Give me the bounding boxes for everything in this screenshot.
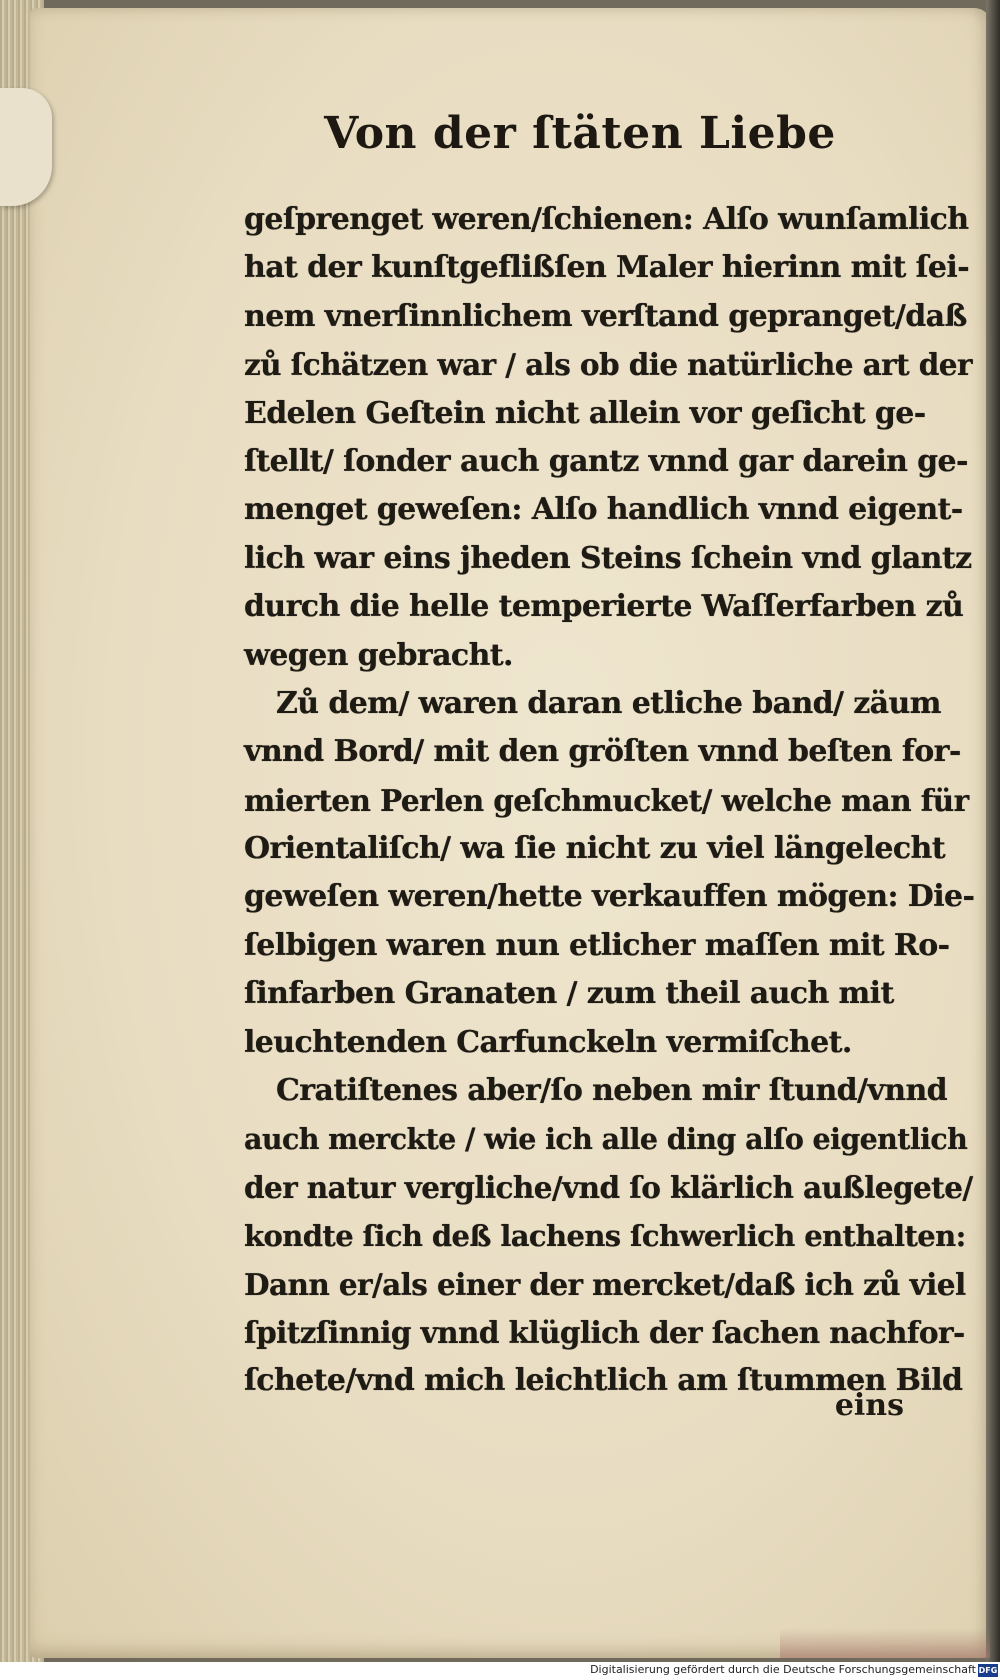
text-line: Zů dem/ waren daran etliche band/ zäum — [276, 685, 941, 721]
text-line: kondte ſich deß lachens ſchwerlich enthalten: — [244, 1219, 966, 1254]
text-line: der natur vergliche/vnd ſo klärlich außlegete/ — [244, 1169, 973, 1205]
text-line: wegen gebracht. — [244, 637, 513, 673]
text-line: auch merckte / wie ich alle ding alſo eigentlich — [244, 1122, 968, 1157]
text-line: Orientaliſch/ wa ſie nicht zu viel längelecht — [244, 831, 946, 867]
text-line: vnnd Bord/ mit den gröſten vnnd beſten for- — [244, 734, 961, 770]
footer-credit: Digitalisierung gefördert durch die Deutsche Forschungsgemeinschaft — [590, 1663, 976, 1676]
text-line: zů ſchätzen war / als ob die natürliche art der — [244, 347, 972, 383]
text-line: ſtellt/ ſonder auch gantz vnnd gar darein ge- — [244, 443, 968, 479]
text-line: Dann er/als einer der mercket/daß ich zů viel — [244, 1266, 966, 1302]
paper-tab-scrap — [0, 88, 52, 206]
text-line: menget geweſen: Alſo handlich vnnd eigent- — [244, 492, 963, 528]
catchword: eins — [834, 1388, 904, 1423]
text-line: mierten Perlen geſchmucket/ welche man für — [244, 782, 969, 818]
page-stain — [780, 1628, 990, 1658]
text-line: geſprenget weren/ſchienen: Alſo wunſamlich — [244, 202, 969, 237]
text-line: nem vnerſinnlichem verſtand gepranget/daß — [244, 298, 967, 334]
text-line: leuchtenden Carfunckeln vermiſchet. — [244, 1024, 852, 1060]
text-line: ſelbigen waren nun etlicher maſſen mit Ro- — [244, 927, 950, 963]
text-line: Cratiſtenes aber/ſo neben mir ſtund/vnnd — [276, 1073, 948, 1109]
binding-shadow — [986, 0, 1000, 1662]
text-line: ſinfarben Granaten / zum theil auch mit — [244, 976, 894, 1012]
dfg-logo: DFG — [978, 1666, 998, 1675]
text-line: durch die helle temperierte Waſſerfarben zů — [244, 589, 964, 625]
text-line: geweſen weren/hette verkauffen mögen: Die- — [244, 879, 975, 915]
text-line: ſchete/vnd mich leichtlich am ſtummen Bild — [244, 1363, 963, 1399]
running-head — [230, 108, 930, 159]
page-heading: Von der ſtäten Liebe — [324, 108, 836, 159]
text-block — [244, 196, 974, 1406]
text-line: Edelen Geſtein nicht allein vor geſicht ge- — [244, 395, 926, 431]
text-line: lich war eins jheden Steins ſchein vnd glantz — [244, 540, 972, 576]
text-line: hat der kunſtgeflißſen Maler hierinn mit ſei- — [244, 250, 970, 286]
text-line: ſpitzſinnig vnnd klüglich der ſachen nachfor- — [244, 1314, 965, 1350]
